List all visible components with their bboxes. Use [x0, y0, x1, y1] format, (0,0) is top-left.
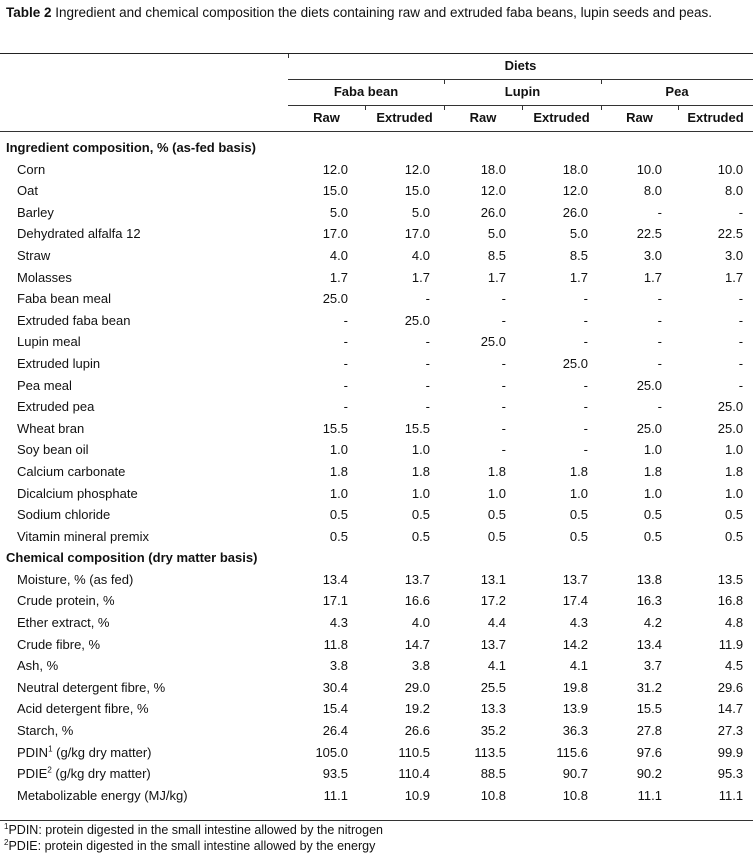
header-sub-raw: Raw [626, 110, 653, 125]
row-label [0, 418, 288, 440]
table-row [0, 396, 753, 418]
table-cell: 3.0 [643, 247, 662, 263]
row-label [0, 569, 288, 591]
table-cell: 1.7 [487, 269, 506, 285]
table-cell: 1.7 [329, 269, 348, 285]
table-cell: - [501, 312, 506, 328]
table-cell: 4.5 [725, 658, 744, 674]
row-label-text: Crude fibre, % [17, 636, 101, 652]
table-cell: 99.9 [717, 744, 744, 760]
table-cell: - [425, 355, 430, 371]
table-cell: - [738, 204, 744, 220]
row-label-text: Pea meal [17, 377, 72, 393]
row-label [0, 461, 288, 483]
table-cell: 5.0 [411, 204, 430, 220]
table-cell: - [425, 377, 430, 393]
table-cell: 17.4 [562, 593, 588, 609]
row-label [0, 742, 288, 764]
table-row [0, 569, 753, 591]
table-cell: 15.0 [322, 183, 348, 199]
table-cell: 17.0 [404, 226, 430, 242]
table-cell: 25.0 [636, 420, 662, 436]
table-cell: 105.0 [315, 744, 348, 760]
footnote-text: PDIN: protein digested in the small intestine allowed by the nitrogen [8, 823, 383, 837]
header-group-lupin: Lupin [504, 84, 541, 99]
table-cell: 1.8 [329, 463, 348, 479]
header-sub-extruded: Extruded [376, 110, 433, 125]
row-label [0, 353, 288, 375]
table-cell: 8.0 [643, 183, 662, 199]
table-cell: 0.5 [569, 507, 588, 523]
row-label-text: PDIN [17, 744, 49, 760]
table-row [0, 526, 753, 548]
table-cell: 25.0 [404, 312, 430, 328]
table-cell: - [657, 204, 662, 220]
row-label-text: Crude protein, % [17, 593, 115, 609]
table-cell: 30.4 [322, 679, 348, 695]
table-cell: 95.3 [717, 766, 744, 782]
table-row [0, 720, 753, 742]
table-label: Table 2 [6, 5, 52, 20]
table-cell: - [738, 334, 744, 350]
table-cell: 13.1 [480, 571, 506, 587]
table-cell: 22.5 [717, 226, 744, 242]
table-cell: 27.3 [717, 723, 744, 739]
table-row [0, 223, 753, 245]
row-label-text: Calcium carbonate [17, 463, 126, 479]
table-cell: 19.2 [404, 701, 430, 717]
table-cell: 110.5 [398, 744, 430, 760]
table-cell: - [425, 334, 430, 350]
row-label-text: Faba bean meal [17, 291, 111, 307]
table-cell: 25.0 [717, 399, 744, 415]
table-cell: 11.1 [323, 787, 348, 803]
table-cell: 0.5 [725, 507, 744, 523]
table-cell: - [343, 399, 348, 415]
table-cell: 1.0 [643, 485, 662, 501]
table-cell: 26.4 [322, 723, 348, 739]
table-cell: - [583, 399, 588, 415]
table-cell: 1.0 [411, 442, 430, 458]
table-cell: 1.0 [487, 485, 506, 501]
table-cell: 4.2 [643, 615, 662, 631]
table-cell: 1.8 [643, 463, 662, 479]
table-cell: 1.7 [569, 269, 588, 285]
table-cell: 15.0 [404, 183, 430, 199]
table-cell: - [583, 291, 588, 307]
row-label [0, 202, 288, 224]
row-label [0, 504, 288, 526]
table-cell: 22.5 [636, 226, 662, 242]
table-cell: 13.3 [480, 701, 506, 717]
table-cell: 3.7 [643, 658, 662, 674]
table-cell: 4.3 [329, 615, 348, 631]
table-cell: 1.8 [411, 463, 430, 479]
table-cell: 15.5 [404, 420, 430, 436]
table-cell: 1.8 [725, 463, 744, 479]
table-cell: 0.5 [411, 528, 430, 544]
table-cell: 13.8 [636, 571, 662, 587]
row-label [0, 590, 288, 612]
table-cell: - [583, 334, 588, 350]
table-cell: 1.7 [643, 269, 662, 285]
row-label-text: Oat [17, 183, 38, 199]
row-label-text: Starch, % [17, 723, 74, 739]
table-cell: 13.5 [717, 571, 744, 587]
header-bottom-rule [0, 131, 753, 132]
table-cell: - [657, 355, 662, 371]
table-cell: 29.0 [404, 679, 430, 695]
table-cell: 5.0 [569, 226, 588, 242]
header-sub-extruded: Extruded [687, 110, 744, 125]
table-row [0, 785, 753, 807]
table-cell: 12.0 [322, 161, 348, 177]
table-cell: 1.7 [411, 269, 430, 285]
row-label-text: Sodium chloride [17, 507, 111, 523]
row-label-unit: (g/kg dry matter) [51, 766, 151, 782]
table-cell: 0.5 [487, 507, 506, 523]
table-cell: 4.8 [725, 615, 744, 631]
section-header-row [0, 547, 753, 569]
table-cell: 0.5 [329, 507, 348, 523]
table-row [0, 245, 753, 267]
row-label-unit: (g/kg dry matter) [52, 744, 152, 760]
table-cell: - [738, 377, 744, 393]
row-label-text: Acid detergent fibre, % [17, 701, 149, 717]
table-cell: - [343, 312, 348, 328]
table-cell: - [425, 291, 430, 307]
table-cell: 3.8 [411, 658, 430, 674]
table-cell: - [425, 399, 430, 415]
table-cell: 25.0 [562, 355, 588, 371]
table-cell: 4.0 [411, 247, 430, 263]
table-cell: 0.5 [643, 507, 662, 523]
section-header-row [0, 137, 753, 159]
row-label-text: Barley [17, 204, 54, 220]
table-cell: 25.0 [636, 377, 662, 393]
row-label [0, 439, 288, 461]
table-cell: 11.1 [718, 787, 744, 803]
row-label [0, 655, 288, 677]
table-cell: 11.9 [718, 636, 744, 652]
composition-table [0, 137, 753, 806]
table-cell: 18.0 [480, 161, 506, 177]
table-cell: 10.8 [562, 787, 588, 803]
table-cell: 1.0 [329, 485, 348, 501]
table-cell: - [657, 334, 662, 350]
table-row [0, 439, 753, 461]
row-label-text: Ash, % [17, 658, 59, 674]
table-cell: 0.5 [569, 528, 588, 544]
row-label-text: PDIE [17, 766, 48, 782]
row-label-text: Ether extract, % [17, 615, 110, 631]
table-cell: 15.5 [636, 701, 662, 717]
table-body [0, 137, 753, 806]
table-cell: 97.6 [636, 744, 662, 760]
table-cell: 25.0 [480, 334, 506, 350]
caption-text: Ingredient and chemical composition the diets containing raw and extruded faba beans, lupin seeds and peas. [51, 5, 712, 20]
table-cell: 10.9 [404, 787, 430, 803]
table-caption [6, 4, 751, 22]
table-cell: - [738, 291, 744, 307]
header-sub-raw: Raw [469, 110, 497, 125]
table-row [0, 763, 753, 785]
table-cell: 90.2 [636, 766, 662, 782]
table-cell: 0.5 [725, 528, 744, 544]
table-cell: 10.0 [717, 161, 744, 177]
table-cell: 110.4 [398, 766, 430, 782]
table-cell: 0.5 [329, 528, 348, 544]
table-cell: - [501, 442, 506, 458]
header-diets: Diets [504, 58, 537, 73]
table-cell: 13.4 [322, 571, 348, 587]
table-cell: - [501, 377, 506, 393]
table-cell: 115.6 [556, 744, 588, 760]
table-cell: 25.0 [322, 291, 348, 307]
row-label [0, 245, 288, 267]
row-label-text: Corn [17, 161, 46, 177]
table-cell: 31.2 [636, 679, 662, 695]
table-cell: 10.8 [480, 787, 506, 803]
table-cell: 19.8 [562, 679, 588, 695]
row-label [0, 612, 288, 634]
table-cell: 17.0 [322, 226, 348, 242]
table-cell: 93.5 [322, 766, 348, 782]
table-cell: 11.8 [323, 636, 348, 652]
table-cell: 10.0 [636, 161, 662, 177]
row-label-text: Moisture, % (as fed) [17, 571, 134, 587]
header-group-pea: Pea [665, 84, 689, 99]
row-label [0, 223, 288, 245]
table-cell: 1.0 [725, 485, 744, 501]
table-cell: - [738, 355, 744, 371]
table-cell: 13.7 [480, 636, 506, 652]
table-cell: 15.4 [322, 701, 348, 717]
table-cell: 12.0 [480, 183, 506, 199]
table-cell: 27.8 [636, 723, 662, 739]
table-cell: - [657, 291, 662, 307]
table-cell: 0.5 [643, 528, 662, 544]
table-cell: 3.0 [725, 247, 744, 263]
row-label-text: Vitamin mineral premix [17, 528, 149, 544]
row-label-text: Lupin meal [17, 334, 81, 350]
section-title: Chemical composition (dry matter basis) [6, 550, 258, 566]
table-cell: 16.3 [636, 593, 662, 609]
table-row [0, 375, 753, 397]
header-sub-raw: Raw [313, 110, 340, 125]
table-row [0, 288, 753, 310]
footnote-1 [4, 822, 383, 838]
footnote-ref: 2 [47, 765, 52, 775]
table-cell: 36.3 [562, 723, 588, 739]
row-label [0, 375, 288, 397]
table-cell: 1.0 [411, 485, 430, 501]
row-label-text: Neutral detergent fibre, % [17, 679, 166, 695]
table-cell: - [501, 355, 506, 371]
table-cell: - [583, 312, 588, 328]
table-cell: 25.0 [717, 420, 744, 436]
row-label-text: Straw [17, 247, 51, 263]
table-cell: - [657, 312, 662, 328]
table-cell: - [343, 377, 348, 393]
table-cell: 8.5 [569, 247, 588, 263]
table-cell: 15.5 [322, 420, 348, 436]
header-group-faba-bean: Faba bean [333, 84, 399, 99]
table-cell: 1.0 [329, 442, 348, 458]
table-cell: 16.8 [717, 593, 744, 609]
table-cell: 17.1 [322, 593, 348, 609]
row-label [0, 677, 288, 699]
table-cell: - [657, 399, 662, 415]
row-label [0, 483, 288, 505]
table-cell: 26.6 [404, 723, 430, 739]
table-cell: 0.5 [487, 528, 506, 544]
table-cell: - [501, 399, 506, 415]
row-label [0, 396, 288, 418]
row-label [0, 267, 288, 289]
row-label [0, 180, 288, 202]
table-row [0, 267, 753, 289]
table-cell: 113.5 [474, 744, 506, 760]
table-cell: 4.4 [487, 615, 506, 631]
table-cell: 8.0 [725, 183, 744, 199]
groups-rule [288, 105, 753, 106]
table-row [0, 698, 753, 720]
table-row [0, 353, 753, 375]
table-cell: 13.4 [636, 636, 662, 652]
table-cell: 13.7 [404, 571, 430, 587]
table-cell: 26.0 [480, 204, 506, 220]
row-label [0, 785, 288, 807]
table-cell: 29.6 [717, 679, 744, 695]
table-cell: 5.0 [329, 204, 348, 220]
section-title: Ingredient composition, % (as-fed basis) [6, 140, 256, 155]
table-cell: 1.0 [725, 442, 744, 458]
table-cell: 14.7 [404, 636, 430, 652]
table-cell: - [583, 377, 588, 393]
table-cell: - [738, 312, 744, 328]
table-cell: 17.2 [480, 593, 506, 609]
table-cell: 90.7 [562, 766, 588, 782]
table-cell: 4.0 [329, 247, 348, 263]
table-cell: 11.1 [637, 787, 662, 803]
table-cell: 4.1 [487, 658, 506, 674]
table-row [0, 159, 753, 181]
row-label-text: Extruded faba bean [17, 312, 131, 328]
table-row [0, 504, 753, 526]
row-label-text: Molasses [17, 269, 72, 285]
table-row [0, 742, 753, 764]
table-row [0, 612, 753, 634]
table-cell: - [583, 442, 588, 458]
footnote-text: PDIE: protein digested in the small intestine allowed by the energy [8, 839, 376, 853]
row-label [0, 310, 288, 332]
table-row [0, 202, 753, 224]
row-label-text: Dehydrated alfalfa 12 [17, 226, 141, 242]
table-cell: 88.5 [480, 766, 506, 782]
footnote-2 [4, 838, 375, 854]
row-label [0, 634, 288, 656]
table-cell: 26.0 [562, 204, 588, 220]
diets-rule [288, 79, 753, 80]
table-cell: 4.0 [411, 615, 430, 631]
row-label [0, 698, 288, 720]
table-row [0, 634, 753, 656]
table-row [0, 180, 753, 202]
table-cell: 13.7 [562, 571, 588, 587]
table-cell: 1.0 [643, 442, 662, 458]
table-row [0, 655, 753, 677]
table-row [0, 590, 753, 612]
table-row [0, 461, 753, 483]
table-cell: 1.0 [569, 485, 588, 501]
row-label [0, 763, 288, 785]
row-label [0, 288, 288, 310]
table-row [0, 677, 753, 699]
table-cell: - [501, 291, 506, 307]
table-cell: 16.6 [404, 593, 430, 609]
table-cell: 3.8 [329, 658, 348, 674]
table-cell: 0.5 [411, 507, 430, 523]
table-cell: 25.5 [480, 679, 506, 695]
table-row [0, 310, 753, 332]
table-cell: 5.0 [487, 226, 506, 242]
row-label-text: Soy bean oil [17, 442, 89, 458]
table-cell: 35.2 [480, 723, 506, 739]
row-label [0, 331, 288, 353]
footnote-mark: 1 [4, 821, 9, 831]
table-cell: - [343, 334, 348, 350]
table-cell: 4.3 [569, 615, 588, 631]
row-label-text: Metabolizable energy (MJ/kg) [17, 787, 188, 803]
table-cell: 12.0 [562, 183, 588, 199]
table-cell: 14.2 [562, 636, 588, 652]
table-cell: 18.0 [562, 161, 588, 177]
row-label-text: Wheat bran [17, 420, 85, 436]
table-cell: 13.9 [562, 701, 588, 717]
table-row [0, 483, 753, 505]
table-cell: 1.7 [725, 269, 744, 285]
bottom-rule [0, 820, 753, 821]
table-row [0, 418, 753, 440]
table-cell: - [501, 420, 506, 436]
table-cell: 12.0 [404, 161, 430, 177]
row-label [0, 159, 288, 181]
row-label-text: Dicalcium phosphate [17, 485, 138, 501]
row-label-text: Extruded lupin [17, 355, 101, 371]
table-row [0, 331, 753, 353]
table-cell: - [583, 420, 588, 436]
table-cell: 8.5 [487, 247, 506, 263]
row-label-text: Extruded pea [17, 399, 95, 415]
table-cell: 14.7 [717, 701, 744, 717]
table-cell: 1.8 [487, 463, 506, 479]
table-cell: - [343, 355, 348, 371]
row-label [0, 720, 288, 742]
row-label [0, 526, 288, 548]
table-cell: 1.8 [569, 463, 588, 479]
top-rule [0, 53, 753, 54]
table-cell: 4.1 [569, 658, 588, 674]
footnote-mark: 2 [4, 837, 9, 847]
footnote-ref: 1 [48, 744, 53, 754]
header-sub-extruded: Extruded [533, 110, 590, 125]
